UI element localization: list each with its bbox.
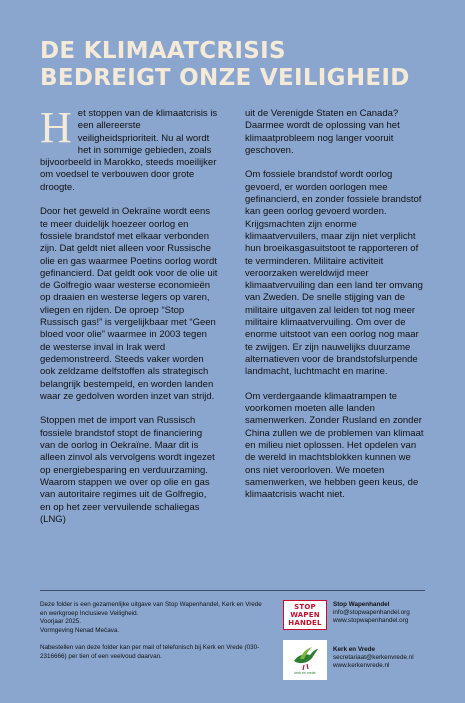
stop-wapenhandel-logo [283,600,327,630]
kerk-en-vrede-contact [333,646,443,671]
stop-logo-line: STOP [294,603,316,611]
colophon [40,601,265,670]
article-paragraph: Stoppen met de import van Russisch fossiele brandstof stopt de financiering van de oorlog in Oekraïne. Maar dit is alleen zinvol als vervolgens wordt ingezet op energiebesparing en verduurzaming. Waarom stappen we over op olie en gas van autoritaire regimes uit de Golfregio, en op het zeer vervuilende schaliegas (LNG) [40,415,215,525]
org-email[interactable]: info@stopwapenhandel.org [333,609,410,617]
org-email[interactable]: secretariaat@kerkenvrede.nl [333,654,414,662]
colophon-date: Voorjaar 2025. [40,618,81,626]
kev-logo-text: kerk en vrede [294,671,316,675]
article-column-left [40,103,218,538]
paragraph-text: et stoppen van de klimaatcrisis is een allereerste veiligheidsprioriteit. Nu al wordt het in sommige gebieden, zoals bijvoorbeeld in Marokko, steeds moeilijker om voedsel te verbouwen door grote droogte. [40,108,218,193]
order-info: Nabestellen van deze folder kan per mail of telefonisch bij Kerk en Vrede (030-2316666) per tien of een veelvoud daarvan. [40,643,260,660]
article-paragraph: Om verdergaande klimaatrampen te voorkomen moeten alle landen samenwerken. Zonder Rusland en zonder China zullen we de problemen van klimaat en milieu niet oplossen. Het opdelen van de wereld in machtsblokken kunnen we ons niet veroorloven. We moeten samenwerken, we hebben geen keus, de klimaatcrisis wacht niet. [245,390,424,501]
org-name: Stop Wapenhandel [333,601,390,608]
page-title [40,38,440,92]
colophon-design: Vormgeving Nenad Mečava. [40,626,120,634]
org-website[interactable]: www.kerkenvrede.nl [333,662,390,670]
article-paragraph: Om fossiele brandstof wordt oorlog gevoerd, er worden oorlogen mee gefinancierd, en zonder fossiele brandstof kan geen oorlog gevoerd worden. Krijgsmachten zijn enorme klimaatvervuilers, maar zijn niet verplicht hun broeikasgasuitstoot te rapporteren of te verminderen. Militaire activiteit veroorzaken wereldwijd meer klimaatvervuiling dan een land ter omvang van Zweden. De snelle stijging van de militaire uitgaven zal leiden tot nog meer militaire klimaatvervuiling. Om over de enorme uitstoot van een oorlog nog maar te zwijgen. Er zijn nauwelijks duurzame alternatieven voor de brandstofslurpende landmacht, luchtmacht en marine. [245,169,423,378]
org-name: Kerk en Vrede [333,646,376,653]
article-paragraph: Door het geweld in Oekraïne wordt eens te meer duidelijk hoezeer oorlog en fossiele brandstof met elkaar verbonden zijn. Dat geldt niet alleen voor Russische olie en gas waarmee Poetins oorlog wordt gefinancierd. Dat geldt ook voor de olie uit de Golfregio waar westerse economieën op draaien en westerse legers op varen, vliegen en rijden. De oproep “Stop Russisch gas!” is vergelijkbaar met “Geen bloed voor olie” waarmee in 2003 tegen de westerse inval in Irak werd gedemonstreerd. Steeds vaker worden ook zeldzame delfstoffen als strategisch belangrijk bestempeld, en worden landen waar ze gedolven worden inzet van strijd. [40,206,218,402]
drop-cap: H [40,103,72,152]
org-website[interactable]: www.stopwapenhandel.org [333,617,409,625]
stop-wapenhandel-contact [333,601,443,626]
kerk-en-vrede-logo [283,640,327,680]
article-paragraph: uit de Verenigde Staten en Canada? Daarmee wordt de oplossing van het klimaatprobleem nog langer vooruit geschoven. [245,108,400,156]
article-column-right [245,108,427,514]
colophon-text [40,601,265,635]
colophon-publishers: Deze folder is een gezamenlijke uitgave van Stop Wapenhandel, Kerk en Vrede en werkgroep Inclusieve Veiligheid. [40,601,262,617]
article-paragraph [40,103,218,194]
dove-icon [290,645,320,671]
stop-logo-line: HANDEL [288,619,322,627]
title-line-1: DE KLIMAATCRISIS [40,38,286,64]
stop-logo-line: WAPEN [290,611,320,619]
footer-divider [40,590,425,591]
title-line-2: BEDREIGT ONZE VEILIGHEID [40,65,410,91]
